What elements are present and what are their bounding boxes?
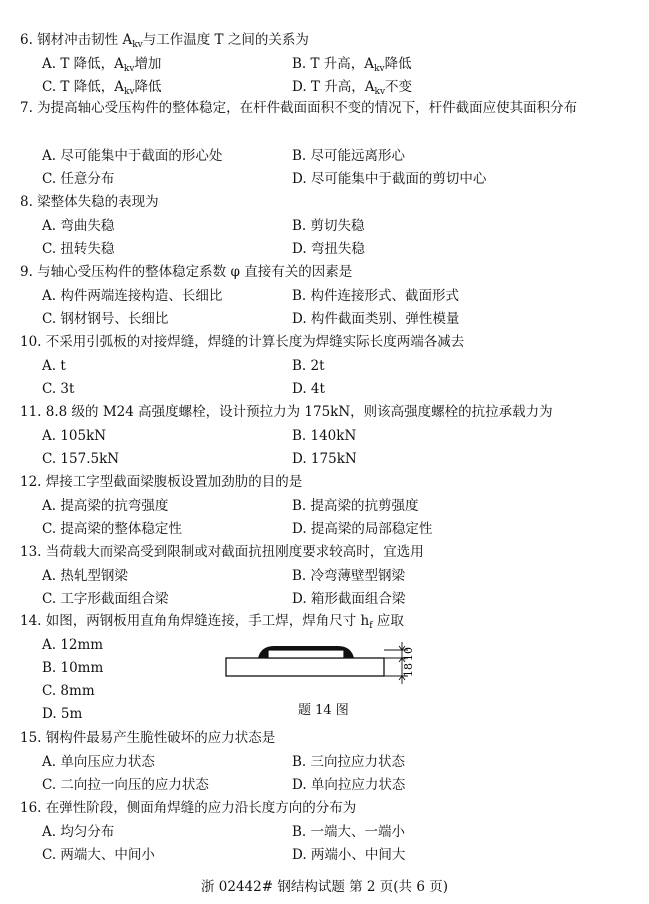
question-6-option-a: A. T 降低，$A_{kv}$增加: [42, 56, 162, 74]
question-14-option-d: D. 5m: [42, 706, 83, 722]
question-10-stem: 10. 不采用引弧板的对接焊缝，焊缝的计算长度为焊缝实际长度两端各减去: [20, 334, 465, 350]
question-8-option-c: C. 扭转失稳: [42, 241, 115, 257]
question-15-option-d: D. 单向拉应力状态: [292, 777, 406, 793]
question-9-option-a: A. 构件两端连接构造、长细比: [42, 288, 223, 304]
question-12-option-a: A. 提高梁的抗弯强度: [42, 498, 169, 514]
question-16-option-d: D. 两端小、中间大: [292, 847, 406, 863]
question-13-option-a: A. 热轧型钢梁: [42, 568, 128, 584]
question-6-option-b: B. T 升高，$A_{kv}$降低: [292, 56, 412, 74]
question-8-option-a: A. 弯曲失稳: [42, 218, 115, 234]
question-12-option-d: D. 提高梁的局部稳定性: [292, 521, 433, 537]
question-6-stem: 6. 钢材冲击韧性 $A_{kv}$与工作温度 T 之间的关系为: [20, 32, 309, 50]
question-10-option-b: B. 2t: [292, 358, 325, 374]
question-7-option-a: A. 尽可能集中于截面的形心处: [42, 148, 223, 164]
question-13-option-d: D. 箱形截面组合梁: [292, 591, 406, 607]
question-10-option-d: D. 4t: [292, 381, 325, 397]
question-14-option-a: A. 12mm: [42, 637, 104, 653]
question-7-stem: 7. 为提高轴心受压构件的整体稳定，在杆件截面面积不变的情况下，杆件截面应使其面积分布: [20, 100, 578, 116]
top-plate: [268, 650, 344, 658]
question-9-option-b: B. 构件连接形式、截面形式: [292, 288, 460, 304]
question-8-option-b: B. 剪切失稳: [292, 218, 365, 234]
question-13-stem: 13. 当荷载大而梁高受到限制或对截面抗扭刚度要求较高时，宜选用: [20, 544, 424, 560]
question-9-stem: 9. 与轴心受压构件的整体稳定系数 φ 直接有关的因素是: [20, 264, 353, 280]
question-11-option-c: C. 157.5kN: [42, 451, 120, 467]
question-14-option-c: C. 8mm: [42, 683, 95, 699]
question-16-option-a: A. 均匀分布: [42, 824, 115, 840]
question-13-option-c: C. 工字形截面组合梁: [42, 591, 169, 607]
question-14-option-b: B. 10mm: [42, 660, 104, 676]
figure-caption: 题 14 图: [298, 703, 349, 718]
question-7-option-c: C. 任意分布: [42, 171, 115, 187]
question-16-stem: 16. 在弹性阶段，侧面角焊缝的应力沿长度方向的分布为: [20, 800, 357, 816]
question-7-option-d: D. 尽可能集中于截面的剪切中心: [292, 171, 487, 187]
dimension-label-top: 10: [402, 647, 415, 661]
question-15-option-b: B. 三向拉应力状态: [292, 754, 406, 770]
question-12-option-b: B. 提高梁的抗剪强度: [292, 498, 419, 514]
question-16-option-c: C. 两端大、中间小: [42, 847, 155, 863]
question-15-option-a: A. 单向压应力状态: [42, 754, 155, 770]
question-14-stem: 14. 如图，两钢板用直角角焊缝连接，手工焊，焊角尺寸 $h_f$ 应取: [20, 613, 404, 631]
question-11-option-b: B. 140kN: [292, 428, 357, 444]
bottom-plate: [226, 658, 384, 676]
page-footer: 浙 02442# 钢结构试题 第 2 页(共 6 页): [200, 879, 448, 895]
dimension-label-bottom: 18: [402, 663, 415, 677]
question-15-stem: 15. 钢构件最易产生脆性破坏的应力状态是: [20, 730, 276, 746]
question-10-option-a: A. t: [42, 358, 66, 374]
question-7-option-b: B. 尽可能远离形心: [292, 148, 406, 164]
question-9-option-c: C. 钢材钢号、长细比: [42, 311, 169, 327]
question-16-option-b: B. 一端大、一端小: [292, 824, 406, 840]
question-11-option-a: A. 105kN: [42, 428, 107, 444]
weld-figure-14: [218, 637, 418, 691]
question-8-stem: 8. 梁整体失稳的表现为: [20, 194, 159, 210]
question-10-option-c: C. 3t: [42, 381, 75, 397]
question-9-option-d: D. 构件截面类别、弹性模量: [292, 311, 460, 327]
question-11-option-d: D. 175kN: [292, 451, 357, 467]
question-13-option-b: B. 冷弯薄壁型钢梁: [292, 568, 406, 584]
question-6-option-c: C. T 降低，$A_{kv}$降低: [42, 79, 162, 97]
question-12-option-c: C. 提高梁的整体稳定性: [42, 521, 182, 537]
question-6-option-d: D. T 升高，$A_{kv}$不变: [292, 79, 413, 97]
question-11-stem: 11. 8.8 级的 M24 高强度螺栓，设计预拉力为 175kN，则该高强度螺栓的抗拉承载力为: [20, 404, 553, 420]
question-15-option-c: C. 二向拉一向压的应力状态: [42, 777, 209, 793]
question-12-stem: 12. 焊接工字型截面梁腹板设置加劲肋的目的是: [20, 474, 303, 490]
question-8-option-d: D. 弯扭失稳: [292, 241, 365, 257]
